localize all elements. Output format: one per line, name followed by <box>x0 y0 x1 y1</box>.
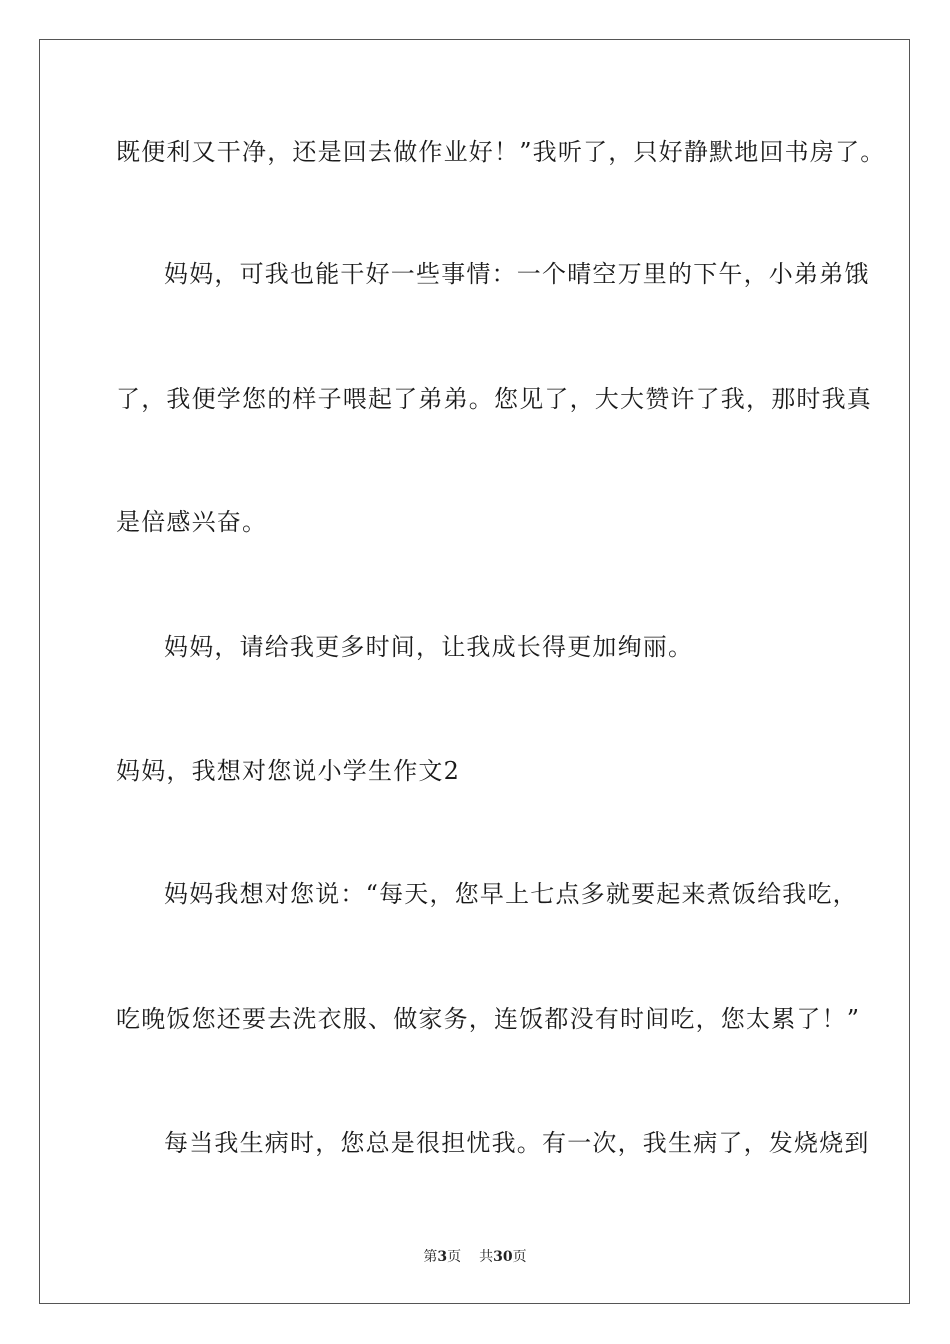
section-heading: 妈妈，我想对您说小学生作文2 <box>116 757 461 785</box>
page-number: 3 <box>437 1249 448 1265</box>
text-line-4: 是倍感兴奋。 <box>116 508 268 536</box>
text-line-1: 既便利又干净，还是回去做作业好！”我听了，只好静默地回书房了。 <box>116 138 886 166</box>
text-line-8: 每当我生病时，您总是很担忧我。有一次，我生病了，发烧烧到 <box>164 1129 870 1157</box>
total-pages: 30 <box>493 1249 513 1265</box>
text-line-3: 了，我便学您的样子喂起了弟弟。您见了，大大赞许了我，那时我真 <box>116 385 872 413</box>
total-suffix: 页 <box>512 1249 527 1265</box>
text-line-7: 吃晚饭您还要去洗衣服、做家务，连饭都没有时间吃，您太累了！” <box>116 1005 861 1033</box>
total-prefix: 共 <box>479 1249 494 1265</box>
page-prefix: 第 <box>423 1249 438 1265</box>
text-line-6: 妈妈我想对您说：“每天，您早上七点多就要起来煮饭给我吃， <box>164 880 858 908</box>
page-frame <box>39 39 910 1304</box>
page-suffix: 页 <box>447 1249 462 1265</box>
text-line-2: 妈妈，可我也能干好一些事情：一个晴空万里的下午，小弟弟饿 <box>164 260 870 288</box>
page-footer <box>0 1248 950 1266</box>
text-line-5: 妈妈，请给我更多时间，让我成长得更加绚丽。 <box>164 633 694 661</box>
